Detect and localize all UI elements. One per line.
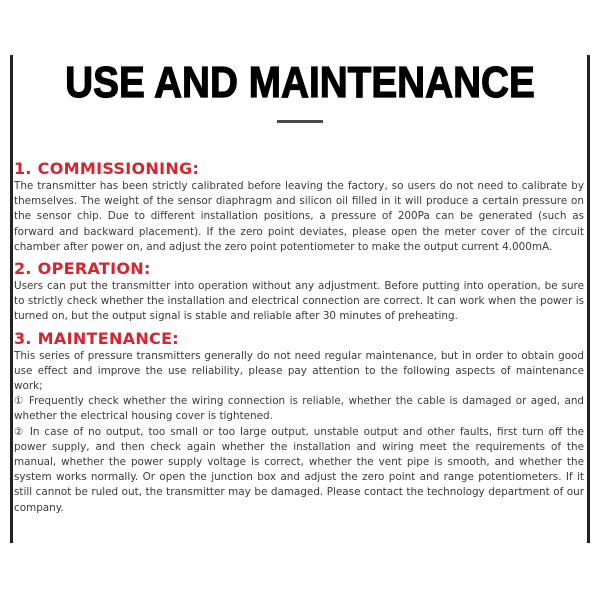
section-paragraph: The transmitter has been strictly calibrated before leaving the factory, so users do not need to calibrate by themselves. The weight of the sensor diaphragm and silicon oil filled in it will produce a certain pressure on the sensor chip. Due to different installation positions, a pressure of 200Pa can be generated (such as forward and backward placement). If the zero point deviates, please open the meter cover of the circuit chamber after power on, and adjust the zero point potentiometer to make the output current 4.000mA.: [14, 180, 584, 253]
section-paragraph: Users can put the transmitter into operation without any adjustment. Before putting into operation, be sure to strictly check whether the installation and electrical connection are correct. It can work when the power is turned on, but the output signal is stable and reliable after 30 minutes of preheating.: [14, 280, 584, 323]
page-title: USE AND MAINTENANCE: [65, 58, 535, 107]
document-body: [14, 158, 584, 516]
section-heading: 2. OPERATION:: [14, 259, 151, 279]
section-heading: 3. MAINTENANCE:: [14, 328, 180, 348]
section-heading: 1. COMMISSIONING:: [14, 159, 200, 178]
title-underline: [277, 120, 323, 123]
section-maintenance: [14, 328, 584, 516]
section-paragraph: This series of pressure transmitters generally do not need regular maintenance, but in order to obtain good use effect and improve the use reliability, please pay attention to the following aspects of maintenance work;: [14, 349, 584, 393]
maintenance-item-1: ① Frequently check whether the wiring connection is reliable, whether the cable is damaged or aged, and whether the electrical housing cover is tightened.: [14, 395, 584, 423]
maintenance-item-2: ② In case of no output, too small or too large output, unstable output and other faults, first turn off the power supply, and then check again whether the installation and wiring meet the requirements of the manual, whether the power supply voltage is correct, whether the vent pipe is smooth, and whether the system works normally. Or open the junction box and adjust the zero point and range potentiometers. If it still cannot be ruled out, the transmitter may be damaged. Please contact the technology department of our company.: [14, 425, 584, 514]
section-commissioning: [14, 158, 584, 255]
section-operation: [14, 258, 584, 325]
